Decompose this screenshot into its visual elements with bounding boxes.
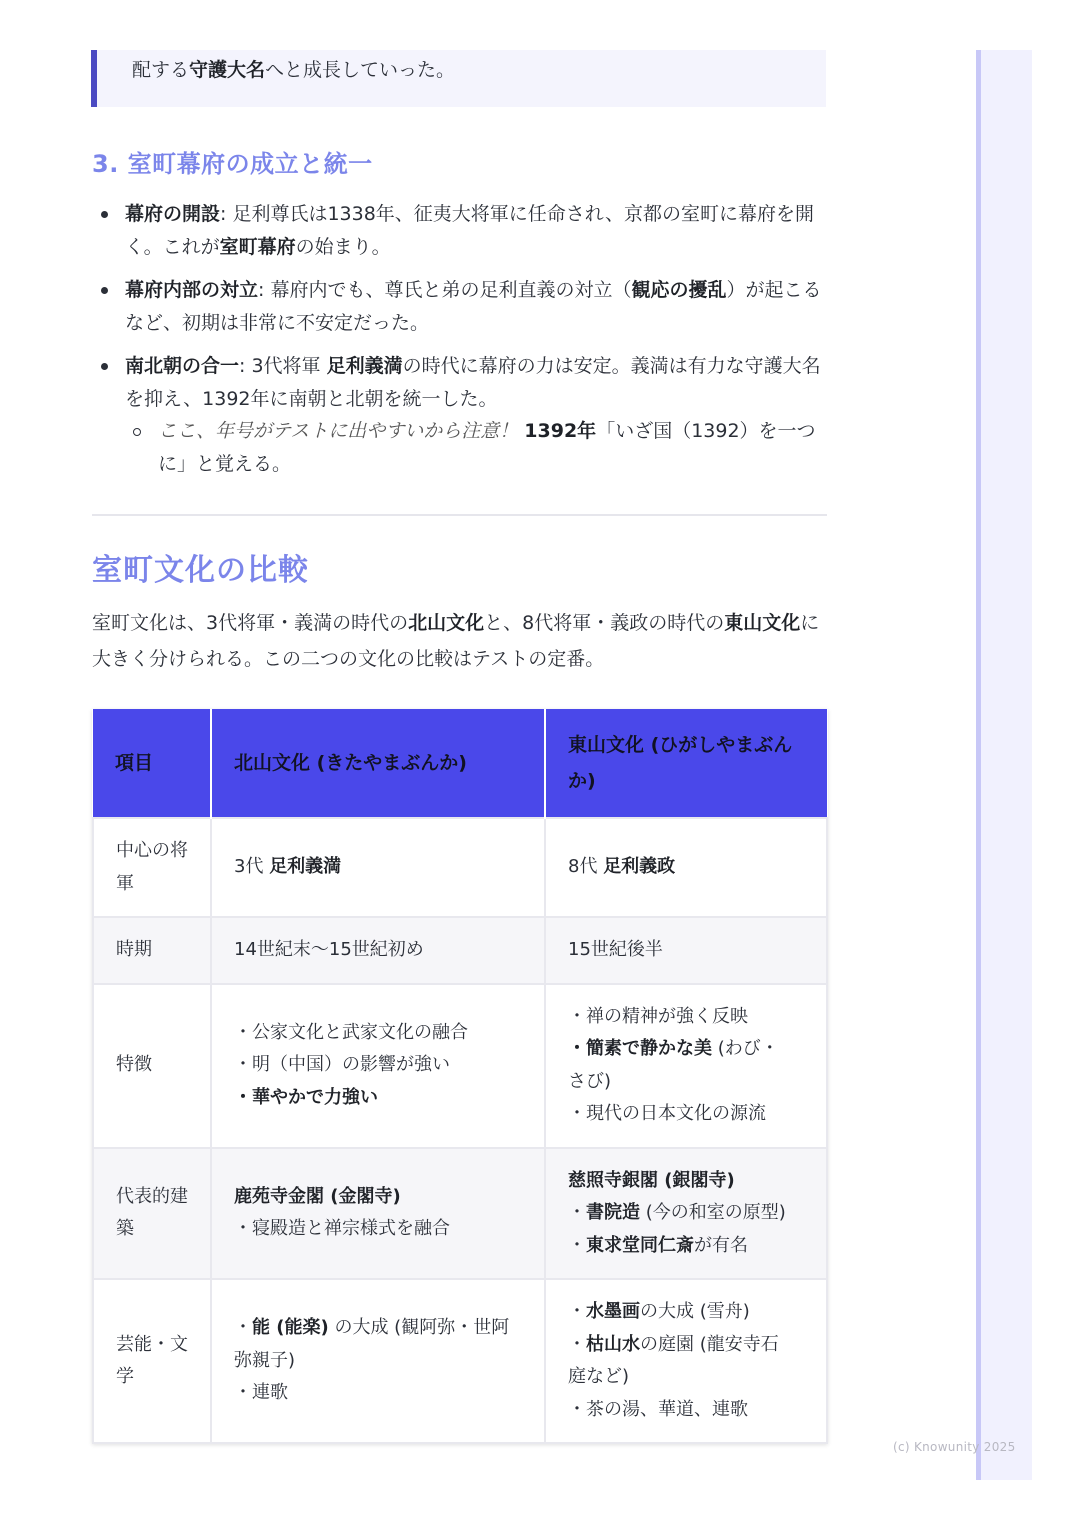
cell-line — [568, 1197, 796, 1230]
table-row — [93, 1148, 827, 1280]
bold-text: 枯山水 — [586, 1333, 640, 1355]
cell-line: ・連歌 — [234, 1382, 288, 1404]
table-cell-label: 中心の将軍 — [93, 818, 211, 917]
cell-line: ・寝殿造と禅宗様式を融合 — [234, 1218, 450, 1240]
text: : 幕府内でも、尊氏と弟の足利直義の対立（ — [258, 279, 632, 301]
text: ・ — [568, 1234, 586, 1256]
table-cell-label: 代表的建築 — [93, 1148, 211, 1280]
table-cell-label: 時期 — [93, 917, 211, 984]
bold-text: ・簡素で静かな美 — [568, 1038, 712, 1059]
cell-line — [568, 1165, 796, 1198]
bold-text: 足利義政 — [603, 856, 676, 878]
list-item — [92, 350, 827, 480]
text: ・ — [568, 1301, 586, 1322]
text: 配する — [132, 59, 190, 81]
table-cell — [545, 984, 827, 1148]
text: ）が起こるなど、初期は非常に不安定だった。 — [125, 279, 822, 334]
bold-text: 足利義満 — [326, 355, 403, 377]
intro-paragraph — [92, 605, 830, 677]
cell-line — [234, 1181, 522, 1214]
bold-text: 幕府の開設 — [125, 203, 221, 225]
cell-line: ・明（中国）の影響が強い — [234, 1054, 450, 1076]
bold-text: 室町幕府 — [219, 235, 296, 258]
comparison-table — [92, 709, 828, 1444]
bullet-list — [92, 198, 827, 491]
text: (わび・さび) — [568, 1038, 779, 1092]
table-cell — [545, 818, 827, 917]
cell-line — [568, 1033, 796, 1098]
table-row — [93, 818, 827, 917]
cell-line: ・禅の精神が強く反映 — [568, 1005, 748, 1027]
list-item — [92, 198, 827, 263]
text: の始まり。 — [295, 235, 391, 258]
list-item — [92, 274, 827, 339]
text: 室町文化は、3代将軍・義満の時代の — [92, 612, 409, 634]
text: 「いざ国（1392）を一つに」と覚える。 — [158, 420, 816, 475]
side-panel-border — [976, 50, 981, 1480]
table-cell-label: 特徴 — [93, 984, 211, 1148]
bold-text: 能 (能楽) — [252, 1317, 329, 1339]
cell-line: ・現代の日本文化の源流 — [568, 1103, 766, 1124]
cell-line — [568, 1296, 796, 1329]
table-row — [93, 1279, 827, 1443]
table-cell — [545, 1148, 827, 1280]
text: と、8代将軍・義政の時代の — [484, 612, 725, 634]
table-cell — [211, 1148, 545, 1280]
table-cell-label: 芸能・文学 — [93, 1279, 211, 1443]
table-cell: 14世紀末〜15世紀初め — [211, 917, 545, 984]
text: の庭園 (龍安寺石庭など) — [568, 1333, 779, 1387]
text: : 足利尊氏は1338年、征夷大将軍に任命され、京都の室町に幕府を開く。これが — [125, 203, 814, 258]
table-header-row — [93, 709, 827, 818]
watermark: (c) Knowunity 2025 — [893, 1440, 1016, 1454]
table-row — [93, 917, 827, 984]
text: (今の和室の原型) — [640, 1202, 786, 1223]
text: 8代 — [568, 856, 604, 878]
text: の時代に幕府の力は安定。義満は有力な守護大名を抑え、1392年に南朝と北朝を統一した。 — [125, 355, 821, 410]
cell-line — [234, 1312, 522, 1377]
sub-list-item — [125, 415, 827, 480]
table-cell — [211, 818, 545, 917]
table-cell — [211, 1279, 545, 1443]
bold-text: 慈照寺銀閣 (銀閣寺) — [568, 1169, 735, 1191]
divider — [92, 514, 827, 516]
text: が有名 — [694, 1234, 748, 1256]
bold-text: 守護大名 — [189, 59, 266, 81]
side-panel — [976, 50, 1032, 1480]
table-row — [93, 984, 827, 1148]
bold-text: 北山文化 — [408, 612, 485, 634]
cell-line: ・公家文化と武家文化の融合 — [234, 1021, 468, 1043]
bold-text: 南北朝の合一 — [125, 355, 240, 377]
text: ・ — [568, 1202, 586, 1223]
bold-text: 東求堂同仁斎 — [586, 1234, 694, 1256]
text: の大成 (観阿弥・世阿弥親子) — [234, 1317, 510, 1371]
text: へと成長していった。 — [265, 59, 456, 81]
blockquote-text — [132, 56, 455, 84]
cell-line — [568, 1329, 796, 1394]
section-heading: 3. 室町幕府の成立と統一 — [92, 150, 373, 178]
table-cell: 15世紀後半 — [545, 917, 827, 984]
bold-text: 書院造 — [586, 1202, 640, 1223]
bold-text: ・華やかで力強い — [234, 1086, 378, 1108]
text: ・ — [234, 1317, 252, 1339]
cell-line: ・茶の湯、華道、連歌 — [568, 1398, 748, 1420]
text: 3代 — [234, 856, 270, 878]
table-cell — [211, 984, 545, 1148]
text: に大きく分けられる。この二つの文化の比較はテストの定番。 — [92, 612, 820, 670]
bold-text: 1392年 — [524, 420, 597, 442]
cell-line — [568, 1230, 796, 1263]
bold-text: 鹿苑寺金閣 (金閣寺) — [234, 1185, 401, 1207]
bold-text: 足利義満 — [269, 856, 342, 878]
table-header: 項目 — [93, 709, 211, 818]
table-cell — [545, 1279, 827, 1443]
page-title: 室町文化の比較 — [92, 553, 309, 588]
bold-text: 幕府内部の対立 — [125, 279, 259, 301]
table-header: 東山文化 (ひがしやまぶんか) — [545, 709, 827, 818]
bold-text: 水墨画 — [586, 1301, 640, 1322]
text: : 3代将軍 — [239, 355, 327, 377]
italic-note: ここ、年号がテストに出やすいから注意！ — [158, 420, 519, 442]
bold-text: 東山文化 — [724, 612, 801, 634]
cell-line — [234, 1082, 522, 1115]
text: ・ — [568, 1333, 586, 1355]
table-header: 北山文化 (きたやまぶんか) — [211, 709, 545, 818]
bold-text: 観応の擾乱 — [631, 279, 727, 301]
text: の大成 (雪舟) — [640, 1301, 750, 1322]
blockquote — [91, 50, 826, 107]
